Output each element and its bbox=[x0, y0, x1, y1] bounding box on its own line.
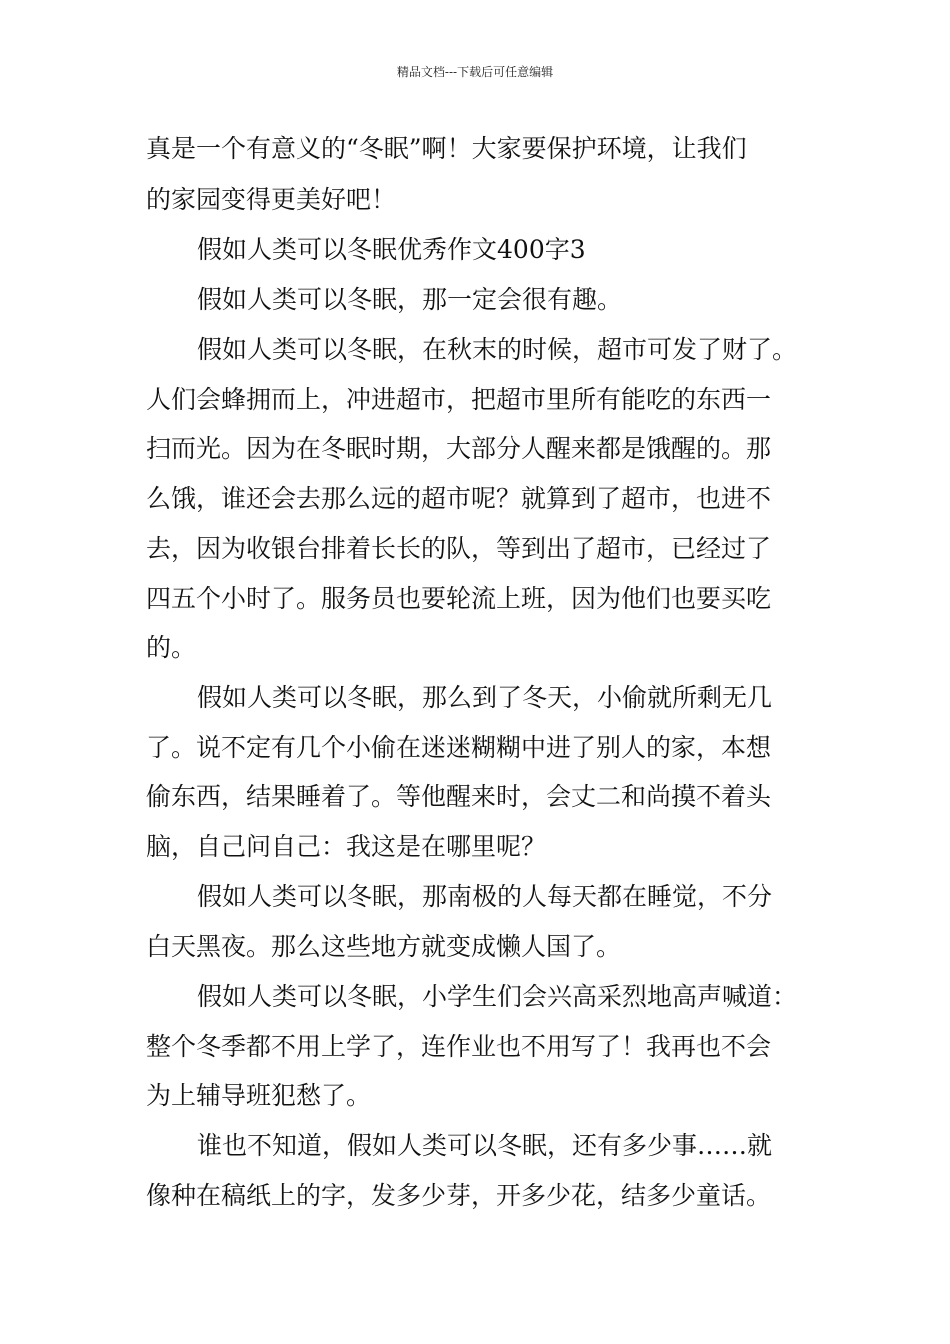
text-line: 假如人类可以冬眠，小学生们会兴高采烈地高声喊道： bbox=[197, 982, 798, 1011]
text-line: 假如人类可以冬眠，那南极的人每天都在睡觉，不分 bbox=[197, 882, 773, 911]
text-line: 谁也不知道，假如人类可以冬眠，还有多少事……就 bbox=[197, 1131, 773, 1160]
text-line: 为上辅导班犯愁了。 bbox=[146, 1081, 372, 1110]
text-line: 的。 bbox=[146, 633, 197, 662]
text-line: 真是一个有意义的“冬眠”啊！大家要保护环境，让我们 bbox=[146, 134, 747, 163]
text-line: 四五个小时了。服务员也要轮流上班，因为他们也要买吃 bbox=[146, 584, 772, 613]
text-line: 假如人类可以冬眠，那一定会很有趣。 bbox=[197, 285, 623, 314]
text-line: 么饿，谁还会去那么远的超市呢？就算到了超市，也进不 bbox=[146, 484, 772, 513]
text-line: 了。说不定有几个小偷在迷迷糊糊中进了别人的家，本想 bbox=[146, 733, 772, 762]
page-header: 精品文档---下载后可任意编辑 bbox=[396, 65, 554, 79]
text-line: 像种在稿纸上的字，发多少芽，开多少花，结多少童话。 bbox=[146, 1181, 772, 1210]
text-line: 去，因为收银台排着长长的队，等到出了超市，已经过了 bbox=[146, 534, 772, 563]
text-line: 整个冬季都不用上学了，连作业也不用写了！我再也不会 bbox=[146, 1032, 772, 1061]
text-line: 偷东西，结果睡着了。等他醒来时，会丈二和尚摸不着头 bbox=[146, 782, 772, 811]
text-line: 白天黑夜。那么这些地方就变成懒人国了。 bbox=[146, 932, 622, 961]
text-line: 假如人类可以冬眠，那么到了冬天，小偷就所剩无几 bbox=[197, 683, 773, 712]
text-line: 的家园变得更美好吧！ bbox=[146, 185, 397, 214]
text-line: 假如人类可以冬眠，在秋末的时候，超市可发了财了。 bbox=[197, 335, 798, 364]
text-line: 脑，自己问自己：我这是在哪里呢？ bbox=[146, 832, 547, 861]
text-line: 扫而光。因为在冬眠时期，大部分人醒来都是饿醒的。那 bbox=[146, 434, 772, 463]
article-title: 假如人类可以冬眠优秀作文400字3 bbox=[197, 235, 586, 264]
text-line: 人们会蜂拥而上，冲进超市，把超市里所有能吃的东西一 bbox=[146, 385, 772, 414]
